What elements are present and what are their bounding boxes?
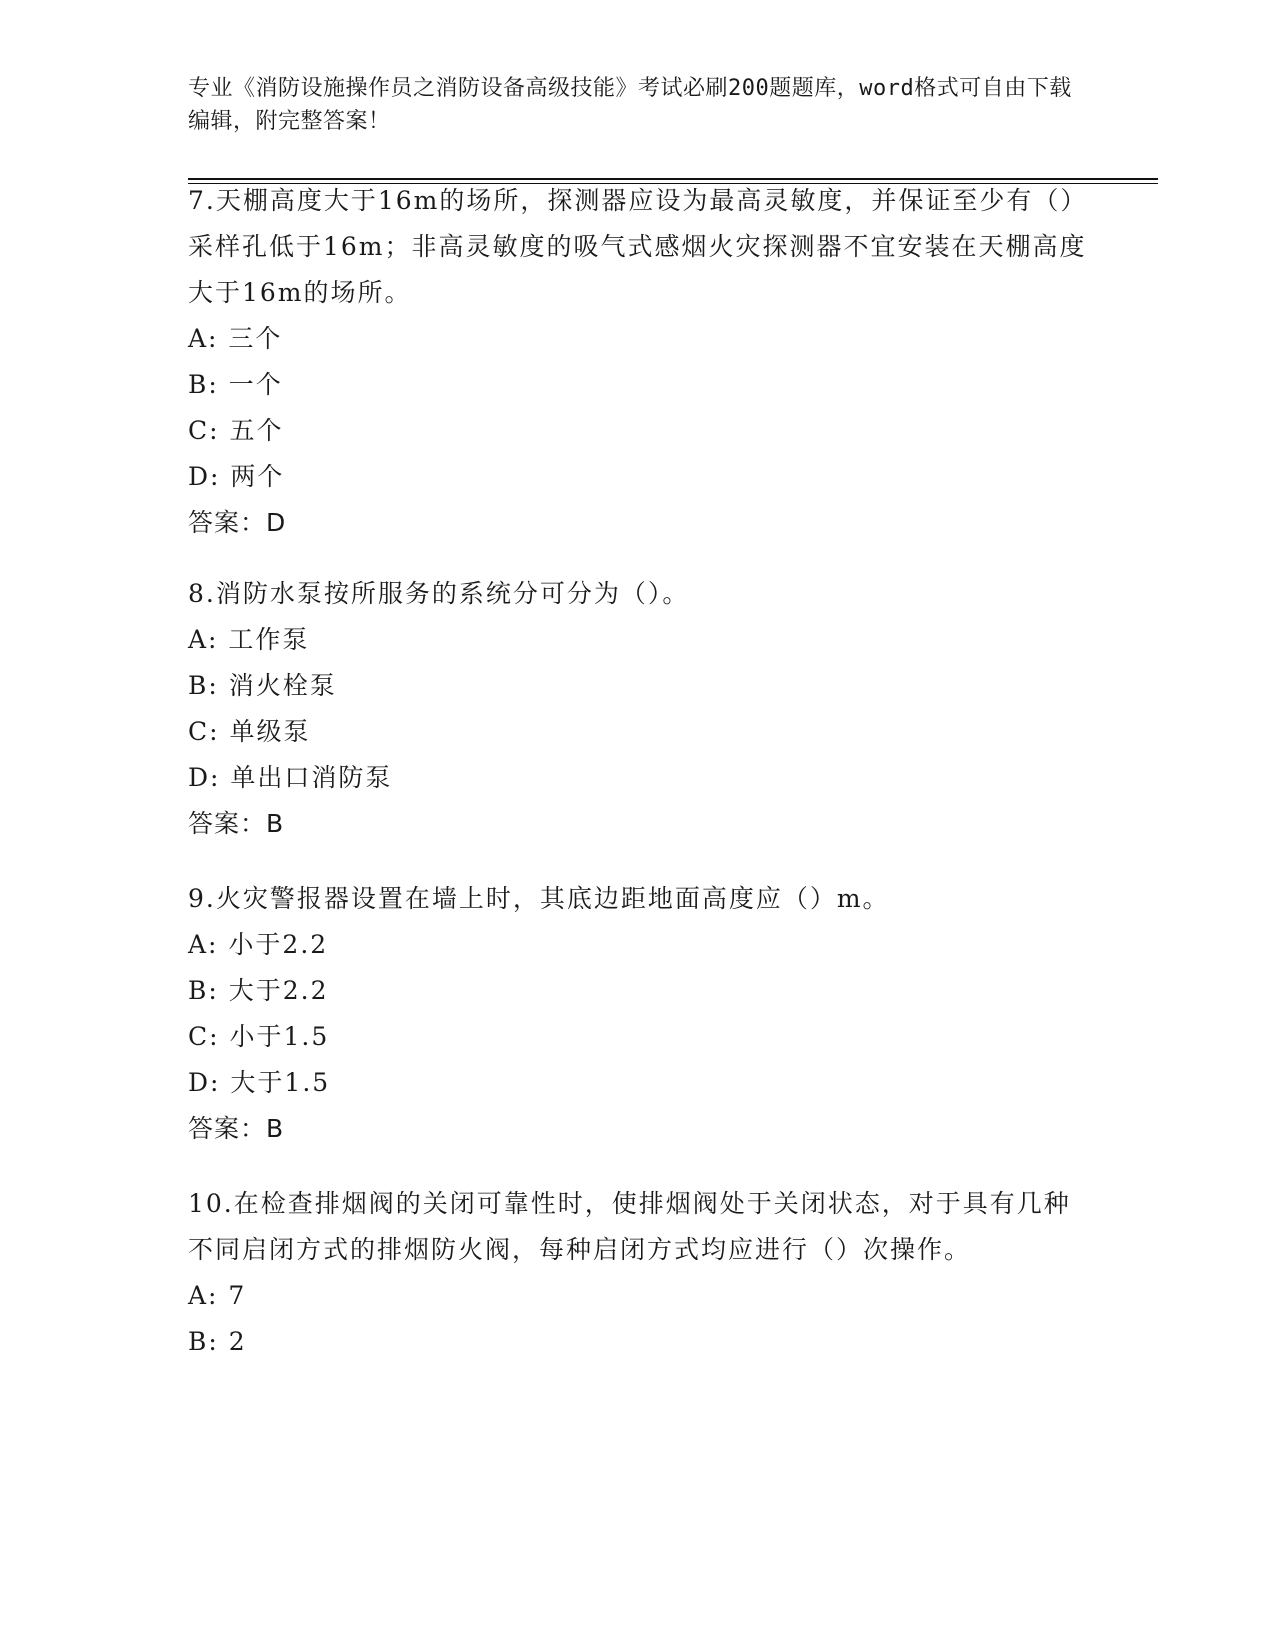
option-b: B: 2 bbox=[188, 1327, 247, 1356]
answer: 答案：B bbox=[188, 1114, 285, 1143]
document-header: 专业《消防设施操作员之消防设备高级技能》考试必刷200题题库，word格式可自由下载编辑，附完整答案！ bbox=[188, 76, 1072, 134]
question-stem: 10.在检查排烟阀的关闭可靠性时，使排烟阀处于关闭状态，对于具有几种不同启闭方式的排烟防火阀，每种启闭方式均应进行（）次操作。 bbox=[188, 1189, 1071, 1264]
option-c: C: 五个 bbox=[188, 416, 284, 445]
option-a: A: 小于2.2 bbox=[188, 930, 329, 959]
answer: 答案：B bbox=[188, 809, 285, 838]
option-b: B: 大于2.2 bbox=[188, 976, 329, 1005]
question-10 bbox=[188, 1181, 1088, 1365]
question-8 bbox=[188, 571, 1088, 847]
option-d: D: 大于1.5 bbox=[188, 1068, 331, 1097]
option-b: B: 一个 bbox=[188, 370, 283, 399]
question-stem: 9.火灾警报器设置在墙上时，其底边距地面高度应（）m。 bbox=[188, 884, 890, 913]
question-stem: 7.天棚高度大于16m的场所，探测器应设为最高灵敏度，并保证至少有（）采样孔低于16m；非高灵敏度的吸气式感烟火灾探测器不宜安装在天棚高度大于16m的场所。 bbox=[188, 186, 1088, 307]
question-stem: 8.消防水泵按所服务的系统分可分为（）。 bbox=[188, 579, 690, 608]
option-a: A: 工作泵 bbox=[188, 625, 310, 654]
option-a: A: 三个 bbox=[188, 324, 283, 353]
option-d: D: 单出口消防泵 bbox=[188, 763, 393, 792]
question-9 bbox=[188, 876, 1088, 1152]
question-7 bbox=[188, 178, 1088, 546]
option-a: A: 7 bbox=[188, 1281, 247, 1310]
option-d: D: 两个 bbox=[188, 462, 285, 491]
option-b: B: 消火栓泵 bbox=[188, 671, 337, 700]
option-c: C: 小于1.5 bbox=[188, 1022, 330, 1051]
option-c: C: 单级泵 bbox=[188, 717, 311, 746]
answer: 答案：D bbox=[188, 508, 287, 537]
